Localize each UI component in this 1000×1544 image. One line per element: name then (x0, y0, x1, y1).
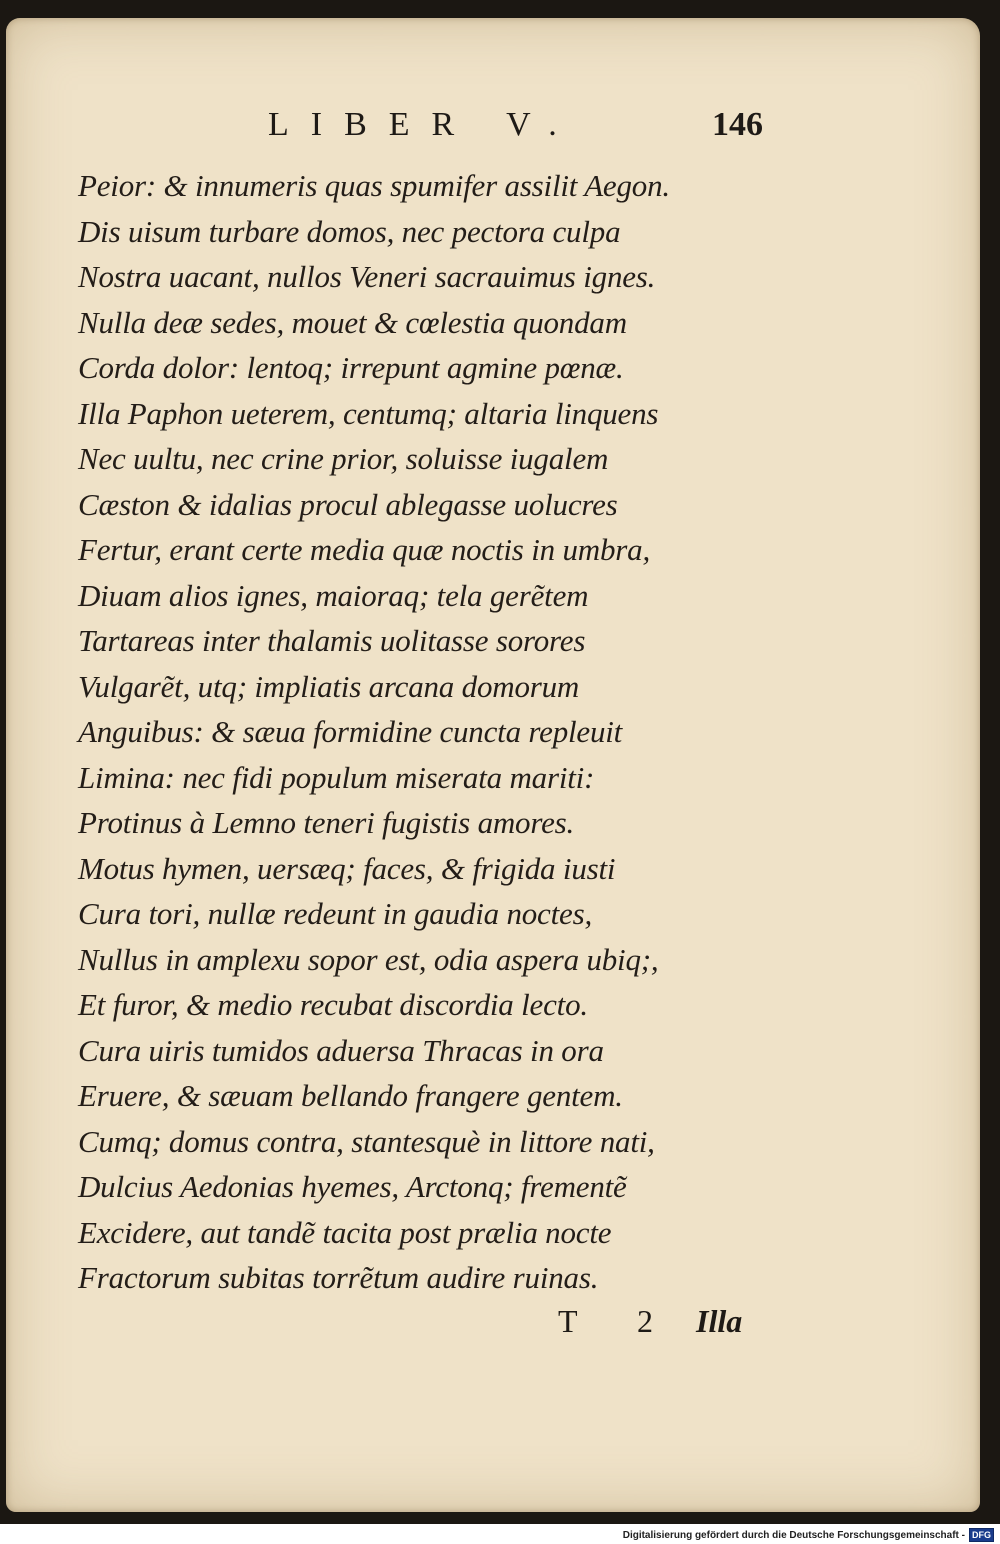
verse-line: Dis uisum turbare domos, nec pectora culpa (78, 213, 621, 249)
verse-line: Corda dolor: lentoq; irrepunt agmine pœnæ. (78, 350, 624, 385)
verse-line: Protinus à Lemno teneri fugistis amores. (78, 805, 575, 840)
verse-line: Fertur, erant certe media quæ noctis in umbra, (78, 532, 650, 567)
verse-line: Excidere, aut tandẽ tacita post prælia nocte (78, 1214, 612, 1250)
verse-line: Eruere, & sæuam bellando frangere gentem. (78, 1078, 623, 1113)
running-title: LIBER V. (268, 106, 579, 143)
verse-line: Cura tori, nullæ redeunt in gaudia noctes, (78, 896, 592, 931)
dfg-logo: DFG (969, 1528, 994, 1542)
funding-credit-text: Digitalisierung gefördert durch die Deutsche Forschungsgemeinschaft - (622, 1529, 965, 1541)
verse-line: Cæston & idalias procul ablegasse uolucres (78, 486, 618, 522)
verse-line: Nostra uacant, nullos Veneri sacrauimus ignes. (78, 259, 656, 294)
book-page (6, 18, 980, 1512)
catchword: Illa (696, 1303, 743, 1339)
verse-line: Illa Paphon ueterem, centumq; altaria linquens (78, 395, 659, 431)
verse-line: Motus hymen, uersæq; faces, & frigida iusti (78, 850, 616, 886)
verse-line: Dulcius Aedonias hyemes, Arctonq; frementẽ (78, 1169, 627, 1204)
verse-line: Nulla deæ sedes, mouet & cœlestia quondam (78, 304, 627, 340)
page-header (6, 100, 980, 150)
verse-line: Nec uultu, nec crine prior, soluisse iugalem (78, 441, 609, 476)
verse-line: Tartareas inter thalamis uolitasse sorores (78, 623, 586, 658)
verse-line: Nullus in amplexu sopor est, odia aspera ubiq;, (78, 941, 659, 977)
funding-credit (623, 1527, 994, 1543)
verse-line: Fractorum subitas torrẽtum audire ruinas. (78, 1260, 599, 1295)
signature-mark: T 2 (558, 1303, 679, 1339)
verse-line: Anguibus: & sæua formidine cuncta repleuit (78, 714, 623, 749)
verse-line: Peior: & innumeris quas spumifer assilit Aegon. (78, 168, 670, 203)
page-footer (6, 1298, 980, 1344)
verse-line: Cumq; domus contra, stantesquè in littore nati, (78, 1123, 655, 1159)
verse-line: Diuam alios ignes, maioraq; tela gerẽtem (78, 577, 589, 613)
verse-line: Et furor, & medio recubat discordia lecto. (78, 987, 588, 1022)
page-number: 146 (712, 106, 763, 143)
verse-line: Limina: nec fidi populum miserata mariti: (78, 759, 595, 795)
verse-text (78, 163, 778, 1301)
verse-line: Vulgarẽt, utq; impliatis arcana domorum (78, 668, 580, 704)
verse-line: Cura uiris tumidos aduersa Thracas in ora (78, 1032, 604, 1068)
